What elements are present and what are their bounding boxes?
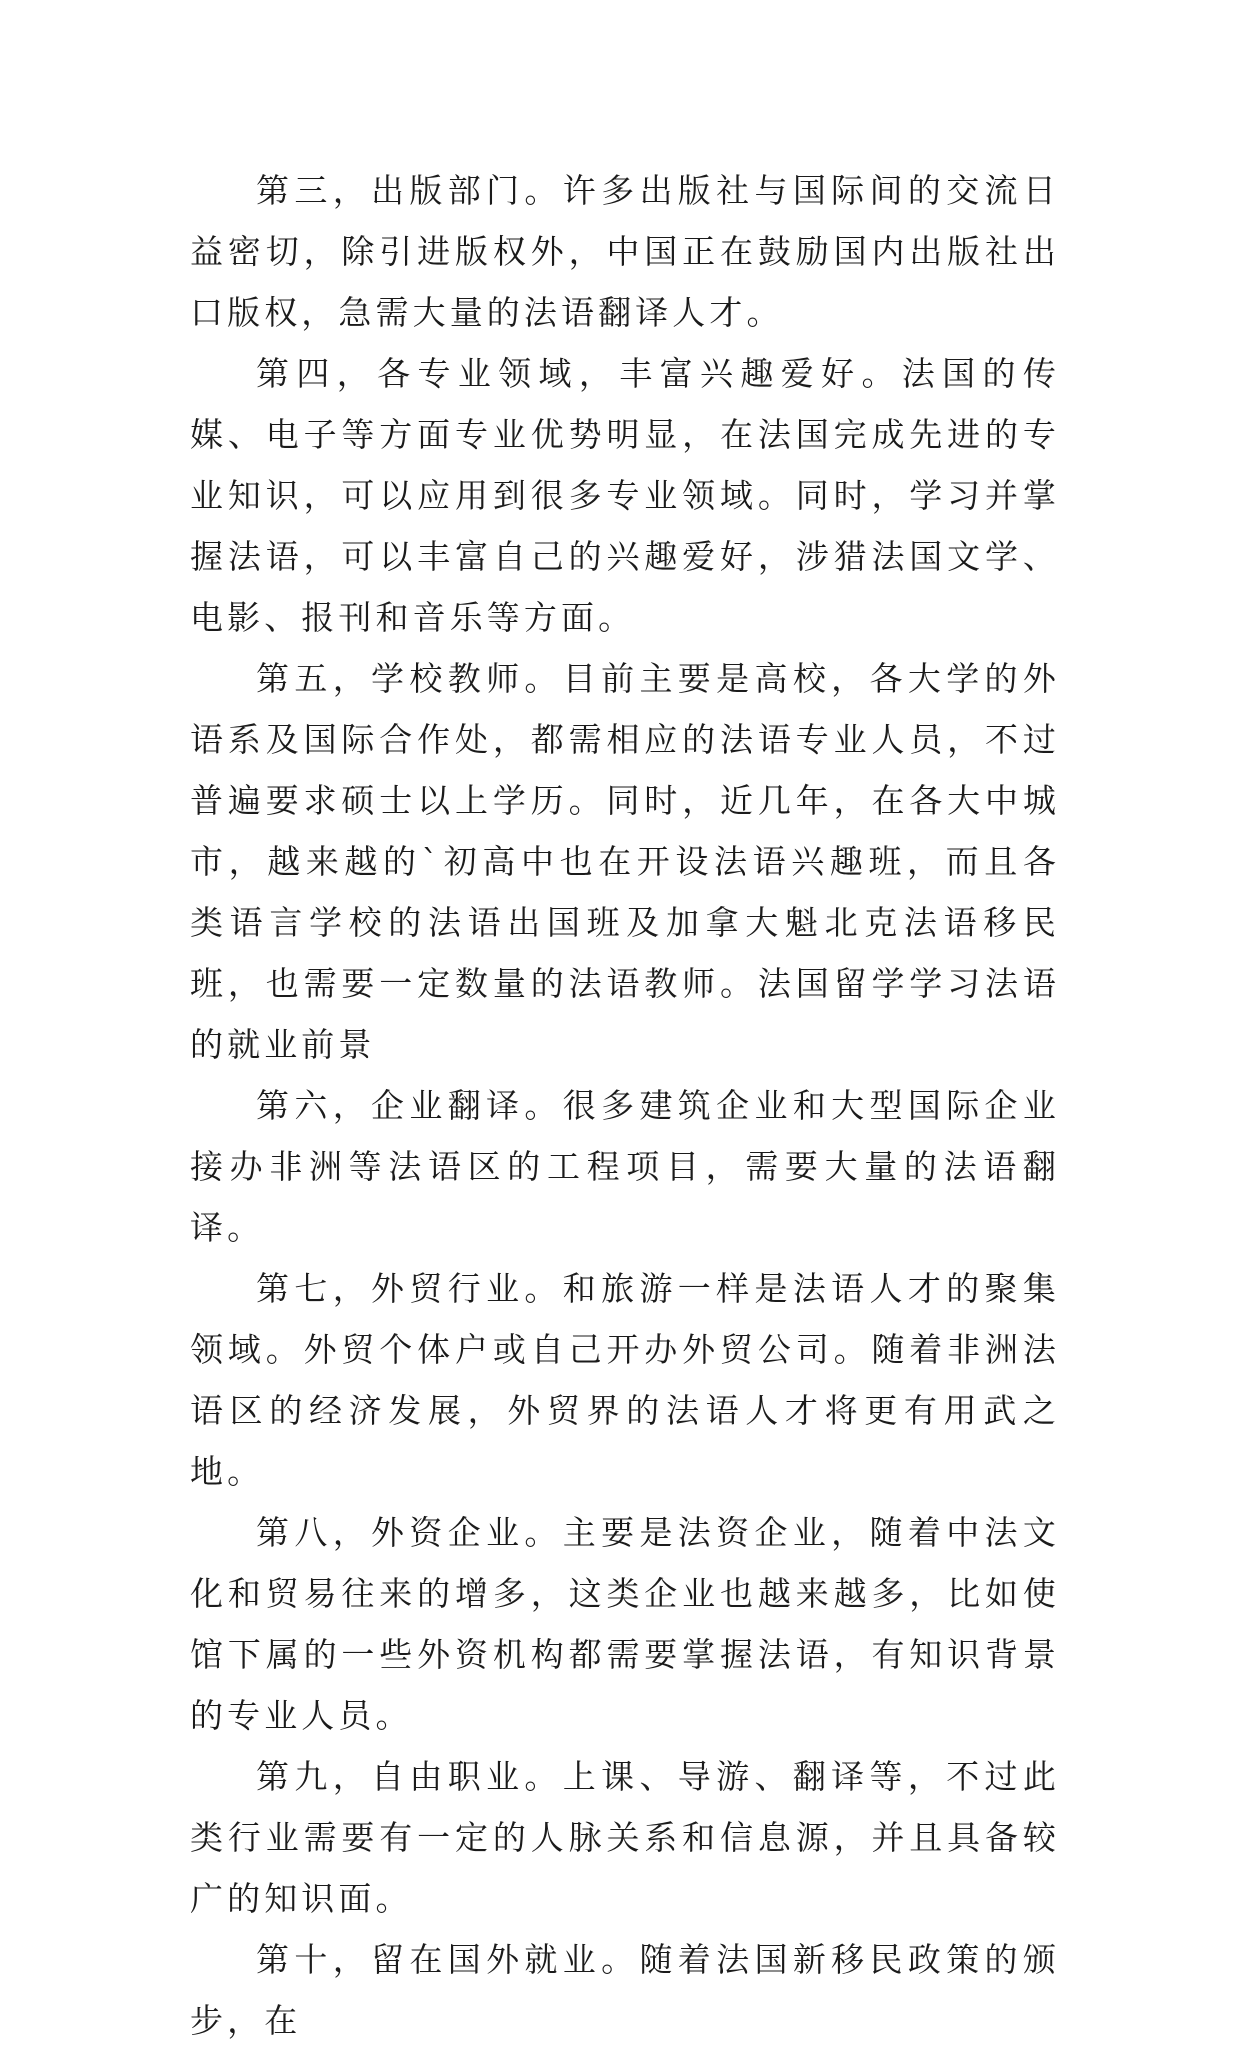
paragraph-foreign-enterprise: 第八，外资企业。主要是法资企业，随着中法文化和贸易往来的增多，这类企业也越来越多，比如使馆下属的一些外资机构都需要掌握法语，有知识背景的专业人员。 (190, 1513, 1060, 1735)
paragraph-school-teacher: 第五，学校教师。目前主要是高校，各大学的外语系及国际合作处，都需相应的法语专业人员，不过普遍要求硕士以上学历。同时，近几年，在各大中城市，越来越的`初高中也在开设法语兴趣班，而且各类语言学校的法语出国班及加拿大魁北克法语移民班，也需要一定数量的法语教师。法国留学学习法语的就业前景 (190, 659, 1060, 1064)
paragraph-work-abroad: 第十，留在国外就业。随着法国新移民政策的颁步，在 (190, 1940, 1060, 2040)
document-body (190, 160, 1060, 2051)
paragraph-enterprise-translation: 第六，企业翻译。很多建筑企业和大型国际企业接办非洲等法语区的工程项目，需要大量的法语翻译。 (190, 1086, 1060, 1247)
paragraph-professional-fields: 第四，各专业领域，丰富兴趣爱好。法国的传媒、电子等方面专业优势明显，在法国完成先进的专业知识，可以应用到很多专业领域。同时，学习并掌握法语，可以丰富自己的兴趣爱好，涉猎法国文学、电影、报刊和音乐等方面。 (190, 354, 1060, 637)
paragraph-publishing: 第三，出版部门。许多出版社与国际间的交流日益密切，除引进版权外，中国正在鼓励国内出版社出口版权，急需大量的法语翻译人才。 (190, 171, 1060, 332)
paragraph-freelance: 第九，自由职业。上课、导游、翻译等，不过此类行业需要有一定的人脉关系和信息源，并且具备较广的知识面。 (190, 1757, 1060, 1918)
paragraph-foreign-trade: 第七，外贸行业。和旅游一样是法语人才的聚集领域。外贸个体户或自己开办外贸公司。随着非洲法语区的经济发展，外贸界的法语人才将更有用武之地。 (190, 1269, 1060, 1491)
